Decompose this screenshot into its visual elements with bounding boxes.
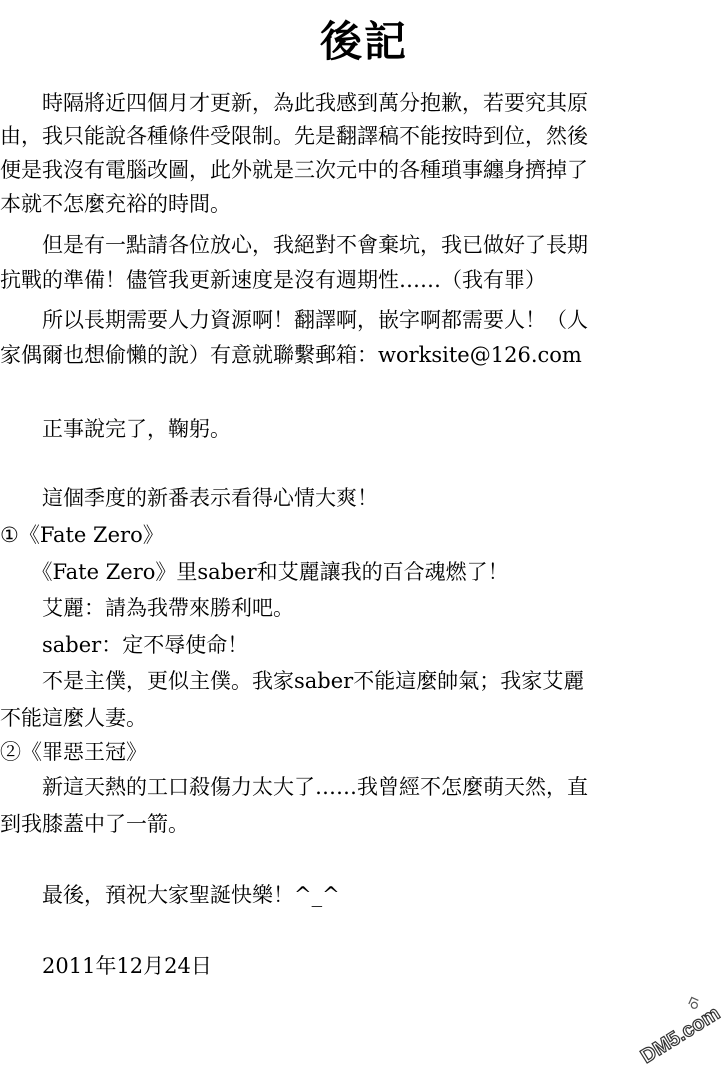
body-line: 便是我沒有電腦改圖，此外就是三次元中的各種瑣事纏身擠掉了	[0, 158, 588, 182]
body-line: 但是有一點請各位放心，我絕對不會棄坑，我已做好了長期	[0, 233, 588, 257]
body-line: saber：定不辱使命！	[0, 633, 249, 657]
body-line: 不能這麼人妻。	[0, 706, 147, 730]
body-line: 這個季度的新番表示看得心情大爽！	[0, 486, 378, 510]
site-watermark-logo	[626, 987, 728, 1076]
body-line: 由，我只能說各種條件受限制。先是翻譯稿不能按時到位，然後	[0, 124, 588, 148]
body-line: 家偶爾也想偷懶的說）有意就聯繫郵箱：worksite@126.com	[0, 343, 582, 367]
body-line: 到我膝蓋中了一箭。	[0, 812, 189, 836]
section-heading: ②《罪惡王冠》	[0, 740, 147, 764]
date-line: 2011年12月24日	[0, 954, 212, 978]
body-line: 本就不怎麼充裕的時間。	[0, 192, 231, 216]
body-line: 艾麗：請為我帶來勝利吧。	[0, 596, 294, 620]
page-title: 後記	[319, 17, 408, 66]
body-line: 新這天熱的工口殺傷力太大了……我曾經不怎麼萌天然，直	[0, 775, 588, 799]
body-line: 最後，預祝大家聖誕快樂！^_^	[0, 883, 340, 907]
section-heading: ①《Fate Zero》	[0, 523, 164, 547]
body-line: 抗戰的準備！儘管我更新速度是沒有週期性……（我有罪）	[0, 268, 546, 292]
body-line: 時隔將近四個月才更新，為此我感到萬分抱歉，若要究其原	[0, 91, 588, 115]
body-line: 《Fate Zero》里saber和艾麗讓我的百合魂燃了！	[0, 560, 509, 584]
watermark-text: DM5.com	[636, 1002, 725, 1069]
body-line: 所以長期需要人力資源啊！翻譯啊，嵌字啊都需要人！（人	[0, 308, 588, 332]
body-line: 正事說完了，鞠躬。	[0, 417, 231, 441]
body-line: 不是主僕，更似主僕。我家saber不能這麼帥氣；我家艾麗	[0, 669, 585, 693]
